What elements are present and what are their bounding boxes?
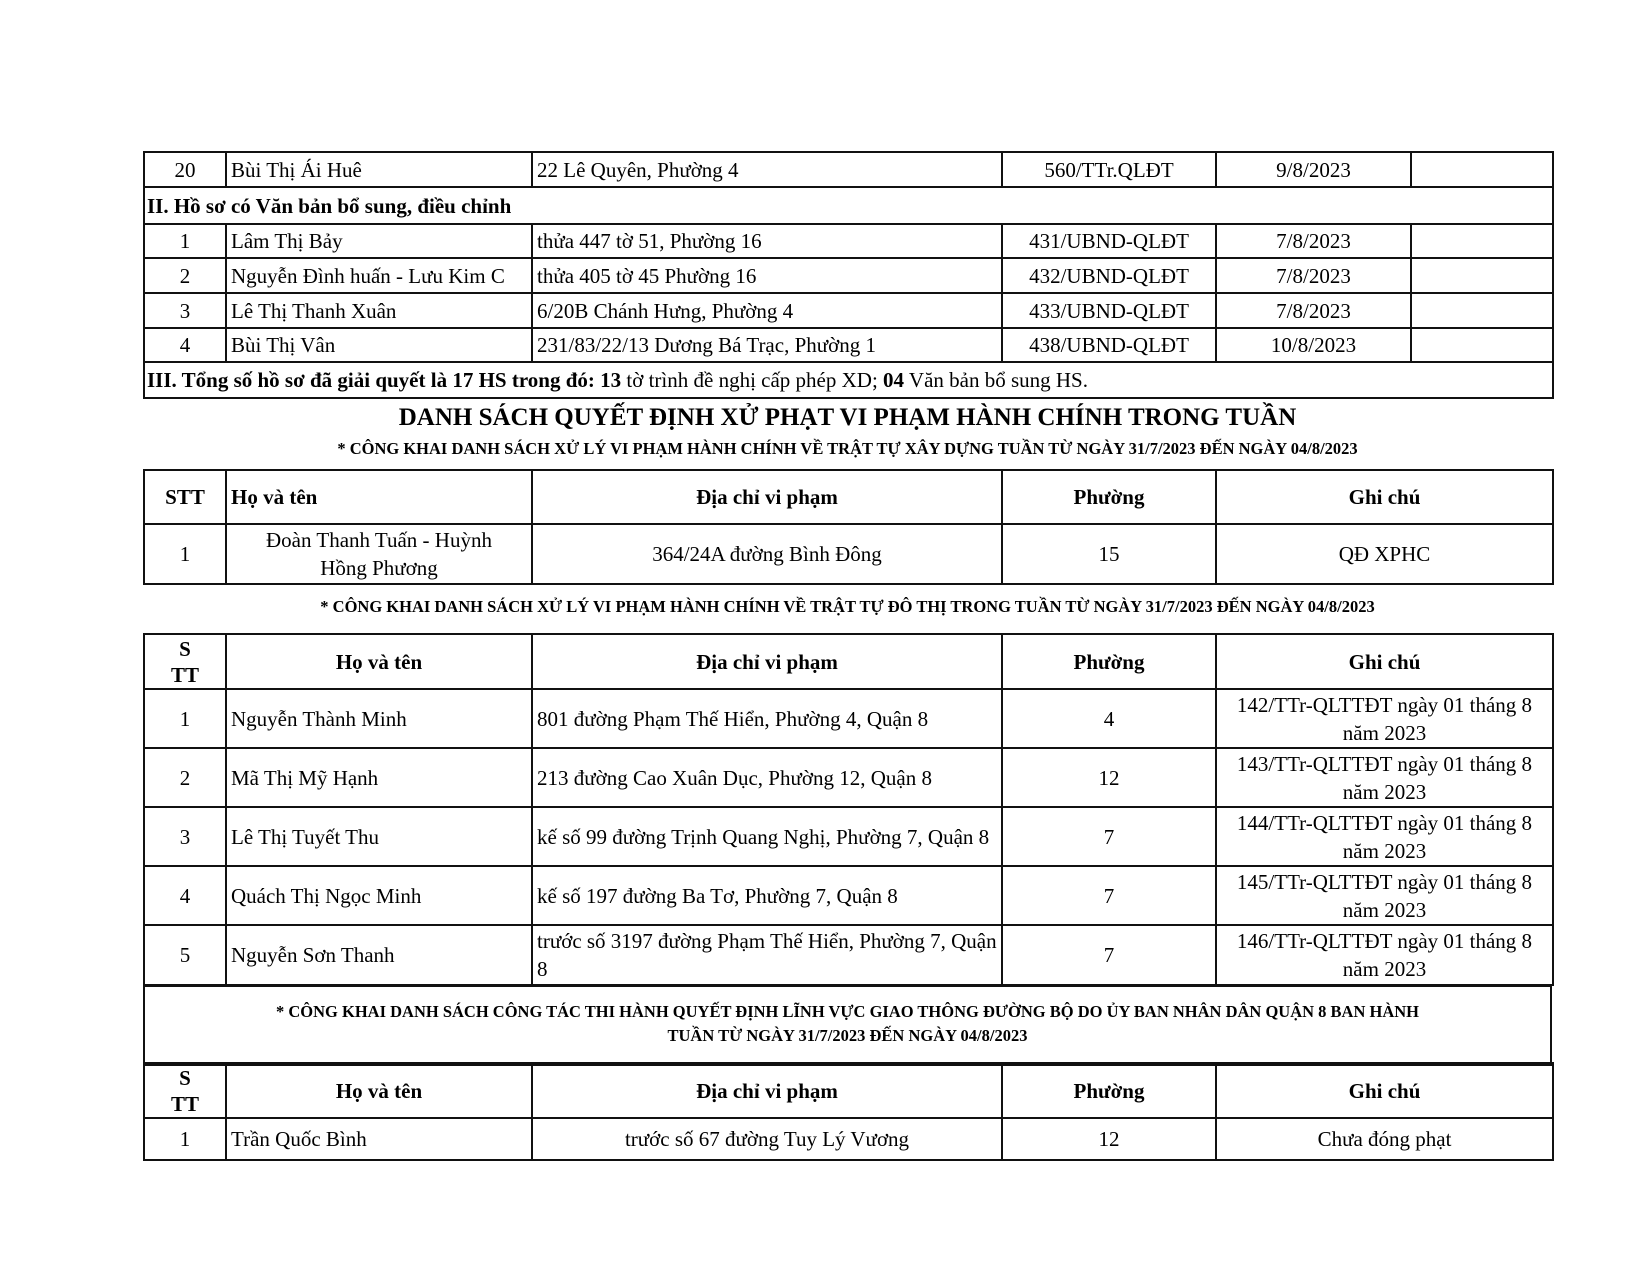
note-cell: 142/TTr-QLTTĐT ngày 01 tháng 8 năm 2023: [1216, 689, 1553, 748]
name-cell: Lê Thị Tuyết Thu: [226, 807, 532, 866]
ward-cell: 7: [1002, 866, 1216, 925]
note-cell: [1411, 258, 1553, 293]
table-row: [144, 524, 1553, 584]
header-note: Ghi chú: [1216, 1063, 1553, 1118]
date-cell: 10/8/2023: [1216, 328, 1411, 362]
header-address: Địa chỉ vi phạm: [532, 470, 1002, 524]
document-number-cell: 438/UBND-QLĐT: [1002, 328, 1216, 362]
note-cell: 145/TTr-QLTTĐT ngày 01 tháng 8 năm 2023: [1216, 866, 1553, 925]
header-stt: STT: [144, 470, 226, 524]
table-header-row: [144, 470, 1553, 524]
stt-cell: 2: [144, 258, 226, 293]
note-cell: [1411, 152, 1553, 187]
table-row: [144, 258, 1553, 293]
stt-cell: 1: [144, 524, 226, 584]
document-number-cell: 432/UBND-QLĐT: [1002, 258, 1216, 293]
header-name: Họ và tên: [226, 634, 532, 689]
name-cell: Nguyễn Đình huấn - Lưu Kim C: [226, 258, 532, 293]
date-cell: 7/8/2023: [1216, 224, 1411, 258]
summary-count-permits: 13: [594, 368, 622, 392]
address-cell: thửa 447 tờ 51, Phường 16: [532, 224, 1002, 258]
note-cell: [1411, 224, 1553, 258]
name-cell: Quách Thị Ngọc Minh: [226, 866, 532, 925]
address-cell: trước số 3197 đường Phạm Thế Hiển, Phường 7, Quận 8: [532, 925, 1002, 985]
traffic-subtitle-box: [143, 985, 1552, 1066]
note-cell: 146/TTr-QLTTĐT ngày 01 tháng 8 năm 2023: [1216, 925, 1553, 985]
construction-subtitle: * CÔNG KHAI DANH SÁCH XỬ LÝ VI PHẠM HÀNH CHÍNH VỀ TRẬT TỰ XÂY DỰNG TUẦN TỪ NGÀY 31/7/2023 ĐẾN NGÀY 04/8/2023: [337, 439, 1358, 458]
table-row: [144, 224, 1553, 258]
name-cell: Trần Quốc Bình: [226, 1118, 532, 1160]
traffic-subtitle-line2: TUẦN TỪ NGÀY 31/7/2023 ĐẾN NGÀY 04/8/2023: [667, 1026, 1028, 1045]
table-row: [144, 293, 1553, 328]
document-number-cell: 431/UBND-QLĐT: [1002, 224, 1216, 258]
header-note: Ghi chú: [1216, 634, 1553, 689]
name-cell: Lê Thị Thanh Xuân: [226, 293, 532, 328]
header-ward: Phường: [1002, 470, 1216, 524]
page-title: DANH SÁCH QUYẾT ĐỊNH XỬ PHẠT VI PHẠM HÀNH CHÍNH TRONG TUẦN: [398, 404, 1297, 431]
note-cell: Chưa đóng phạt: [1216, 1118, 1553, 1160]
header-stt: [144, 1063, 226, 1118]
address-cell: 364/24A đường Bình Đông: [532, 524, 1002, 584]
address-cell: 231/83/22/13 Dương Bá Trạc, Phường 1: [532, 328, 1002, 362]
summary-row: [144, 362, 1553, 398]
header-stt-line2: TT: [170, 662, 199, 687]
table-row: [144, 328, 1553, 362]
header-stt-line1: S: [179, 636, 191, 661]
summary-bold-1: III. Tổng số hồ sơ đã giải quyết là 17 HS trong đó:: [147, 368, 595, 392]
header-name: Họ và tên: [226, 1063, 532, 1118]
summary-count-supplements: 04: [877, 368, 905, 392]
stt-cell: 1: [144, 1118, 226, 1160]
summary-cell: [144, 362, 1553, 398]
date-cell: 7/8/2023: [1216, 293, 1411, 328]
header-stt-line2: TT: [170, 1091, 199, 1116]
stt-cell: 20: [144, 152, 226, 187]
traffic-subtitle-line1: * CÔNG KHAI DANH SÁCH CÔNG TÁC THI HÀNH QUYẾT ĐỊNH LĨNH VỰC GIAO THÔNG ĐƯỜNG BỘ DO ỦY BAN NHÂN DÂN QUẬN 8 BAN HÀNH: [275, 1002, 1420, 1021]
name-cell: Nguyễn Thành Minh: [226, 689, 532, 748]
address-cell: 213 đường Cao Xuân Dục, Phường 12, Quận 8: [532, 748, 1002, 807]
stt-cell: 4: [144, 328, 226, 362]
section-heading-row: [144, 187, 1553, 224]
summary-text-2: Văn bản bổ sung HS.: [904, 368, 1088, 392]
table-row: [144, 152, 1553, 187]
stt-cell: 4: [144, 866, 226, 925]
address-cell: thửa 405 tờ 45 Phường 16: [532, 258, 1002, 293]
urban-subtitle: * CÔNG KHAI DANH SÁCH XỬ LÝ VI PHẠM HÀNH CHÍNH VỀ TRẬT TỰ ĐÔ THỊ TRONG TUẦN TỪ NGÀY 31/7/2023 ĐẾN NGÀY 04/8/2023: [320, 597, 1375, 616]
note-cell: 143/TTr-QLTTĐT ngày 01 tháng 8 năm 2023: [1216, 748, 1553, 807]
table-header-row: [144, 1063, 1553, 1118]
note-cell: [1411, 293, 1553, 328]
header-stt-line1: S: [179, 1065, 191, 1090]
stt-cell: 1: [144, 224, 226, 258]
note-cell: [1411, 328, 1553, 362]
address-cell: 801 đường Phạm Thế Hiển, Phường 4, Quận 8: [532, 689, 1002, 748]
name-cell: Bùi Thị Ái Huê: [226, 152, 532, 187]
header-note: Ghi chú: [1216, 470, 1553, 524]
ward-cell: 15: [1002, 524, 1216, 584]
urban-violations-table: [143, 633, 1554, 986]
header-name: Họ và tên: [226, 470, 532, 524]
header-address: Địa chỉ vi phạm: [532, 634, 1002, 689]
address-cell: 22 Lê Quyên, Phường 4: [532, 152, 1002, 187]
header-address: Địa chỉ vi phạm: [532, 1063, 1002, 1118]
ward-cell: 12: [1002, 1118, 1216, 1160]
table-row: [144, 925, 1553, 985]
ward-cell: 7: [1002, 807, 1216, 866]
stt-cell: 5: [144, 925, 226, 985]
traffic-decisions-table: [143, 1062, 1554, 1161]
table-row: [144, 689, 1553, 748]
name-cell: Mã Thị Mỹ Hạnh: [226, 748, 532, 807]
name-cell: Lâm Thị Bảy: [226, 224, 532, 258]
date-cell: 9/8/2023: [1216, 152, 1411, 187]
date-cell: 7/8/2023: [1216, 258, 1411, 293]
name-cell: Bùi Thị Vân: [226, 328, 532, 362]
note-cell: QĐ XPHC: [1216, 524, 1553, 584]
address-cell: trước số 67 đường Tuy Lý Vương: [532, 1118, 1002, 1160]
name-cell: Đoàn Thanh Tuấn - Huỳnh Hồng Phương: [226, 524, 532, 584]
note-cell: 144/TTr-QLTTĐT ngày 01 tháng 8 năm 2023: [1216, 807, 1553, 866]
stt-cell: 3: [144, 807, 226, 866]
header-ward: Phường: [1002, 1063, 1216, 1118]
header-ward: Phường: [1002, 634, 1216, 689]
permit-table: [143, 151, 1554, 399]
table-row: [144, 748, 1553, 807]
table-row: [144, 866, 1553, 925]
header-stt: [144, 634, 226, 689]
table-header-row: [144, 634, 1553, 689]
stt-cell: 1: [144, 689, 226, 748]
address-cell: kế số 197 đường Ba Tơ, Phường 7, Quận 8: [532, 866, 1002, 925]
stt-cell: 3: [144, 293, 226, 328]
document-number-cell: 560/TTr.QLĐT: [1002, 152, 1216, 187]
summary-text-1: tờ trình đề nghị cấp phép XD;: [621, 368, 878, 392]
section2-title: II. Hồ sơ có Văn bản bổ sung, điều chỉnh: [144, 187, 1553, 224]
ward-cell: 4: [1002, 689, 1216, 748]
table-row: [144, 807, 1553, 866]
stt-cell: 2: [144, 748, 226, 807]
name-cell: Nguyễn Sơn Thanh: [226, 925, 532, 985]
address-cell: kế số 99 đường Trịnh Quang Nghị, Phường 7, Quận 8: [532, 807, 1002, 866]
ward-cell: 7: [1002, 925, 1216, 985]
ward-cell: 12: [1002, 748, 1216, 807]
document-number-cell: 433/UBND-QLĐT: [1002, 293, 1216, 328]
construction-violations-table: [143, 469, 1554, 585]
address-cell: 6/20B Chánh Hưng, Phường 4: [532, 293, 1002, 328]
table-row: [144, 1118, 1553, 1160]
